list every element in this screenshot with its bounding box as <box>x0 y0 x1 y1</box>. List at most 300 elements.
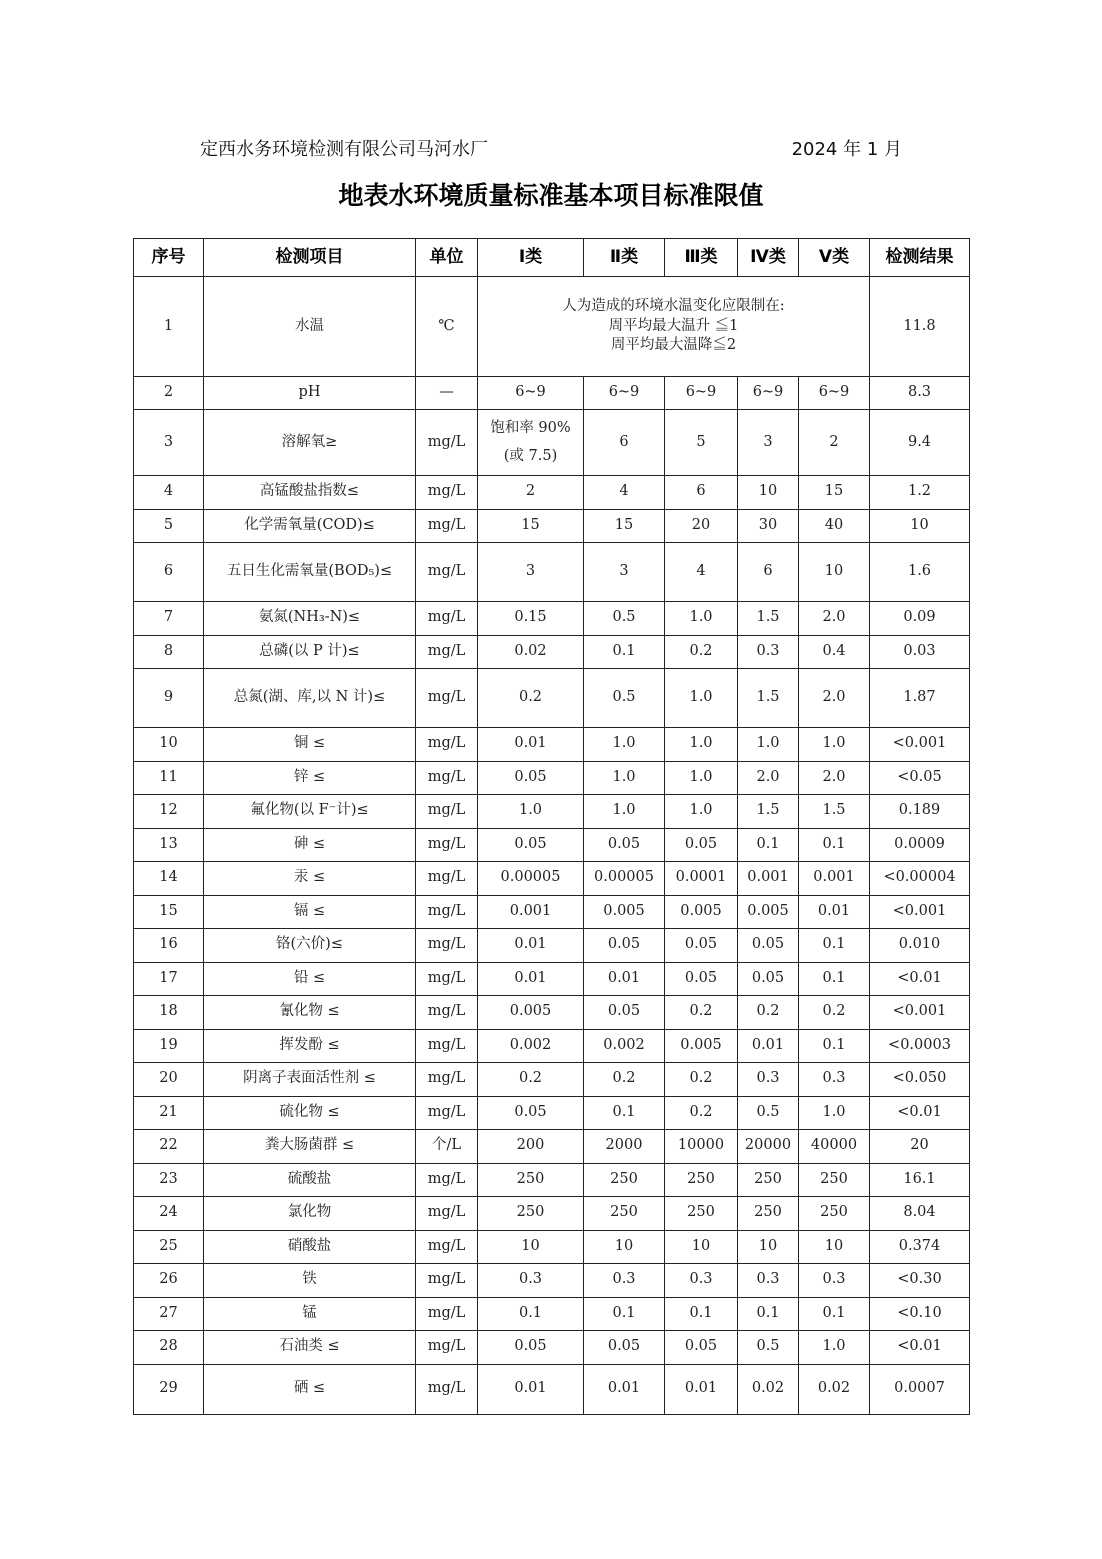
cell-class-2: 0.1 <box>584 1096 665 1130</box>
cell-unit: mg/L <box>416 1230 478 1264</box>
cell-class-4: 0.05 <box>738 929 799 963</box>
cell-class-4: 1.0 <box>738 728 799 762</box>
table-row <box>134 277 970 377</box>
cell-class-4: 0.01 <box>738 1029 799 1063</box>
cell-class-1: 0.02 <box>478 635 584 669</box>
table-row <box>134 761 970 795</box>
cell-class-4: 0.005 <box>738 895 799 929</box>
cell-unit: mg/L <box>416 895 478 929</box>
cell-class-3: 6~9 <box>665 377 738 410</box>
cell-item: 化学需氧量(COD)≤ <box>204 509 416 543</box>
cell-no: 15 <box>134 895 204 929</box>
cell-unit: — <box>416 377 478 410</box>
table-row <box>134 509 970 543</box>
cell-class-4: 250 <box>738 1163 799 1197</box>
cell-class-5: 0.3 <box>799 1063 870 1097</box>
cell-no: 25 <box>134 1230 204 1264</box>
table-row <box>134 962 970 996</box>
cell-class-5: 0.001 <box>799 862 870 896</box>
cell-class-1: 6~9 <box>478 377 584 410</box>
table-row <box>134 476 970 510</box>
cell-class-3: 0.2 <box>665 996 738 1030</box>
cell-unit: mg/L <box>416 476 478 510</box>
cell-unit: mg/L <box>416 1331 478 1365</box>
table-row <box>134 635 970 669</box>
table-row <box>134 410 970 476</box>
cell-no: 20 <box>134 1063 204 1097</box>
cell-item: 总氮(湖、库,以 N 计)≤ <box>204 669 416 728</box>
cell-result: 0.0007 <box>870 1364 970 1414</box>
cell-item: 硫化物 ≤ <box>204 1096 416 1130</box>
cell-result: 0.09 <box>870 602 970 636</box>
cell-class-4: 6~9 <box>738 377 799 410</box>
cell-unit: mg/L <box>416 602 478 636</box>
cell-item: 粪大肠菌群 ≤ <box>204 1130 416 1164</box>
cell-unit: mg/L <box>416 795 478 829</box>
cell-class-3: 0.2 <box>665 1063 738 1097</box>
cell-item: 氯化物 <box>204 1197 416 1231</box>
cell-class-5: 0.1 <box>799 1029 870 1063</box>
cell-item: 铜 ≤ <box>204 728 416 762</box>
cell-no: 16 <box>134 929 204 963</box>
cell-class-3: 0.05 <box>665 962 738 996</box>
cell-no: 7 <box>134 602 204 636</box>
cell-no: 21 <box>134 1096 204 1130</box>
cell-class-3: 1.0 <box>665 795 738 829</box>
header-item: 检测项目 <box>204 239 416 277</box>
cell-no: 24 <box>134 1197 204 1231</box>
cell-class-3: 250 <box>665 1197 738 1231</box>
header-class-3: Ⅲ类 <box>665 239 738 277</box>
cell-result: 1.6 <box>870 543 970 602</box>
cell-class-5: 0.02 <box>799 1364 870 1414</box>
cell-class-4: 30 <box>738 509 799 543</box>
cell-class-2: 0.002 <box>584 1029 665 1063</box>
cell-class-3: 0.2 <box>665 1096 738 1130</box>
cell-unit: mg/L <box>416 962 478 996</box>
cell-temperature-standard <box>478 277 870 377</box>
cell-class-2: 0.2 <box>584 1063 665 1097</box>
cell-item: 铁 <box>204 1264 416 1298</box>
cell-result: <0.30 <box>870 1264 970 1298</box>
table-row <box>134 1264 970 1298</box>
cell-class-5: 6~9 <box>799 377 870 410</box>
cell-result: 20 <box>870 1130 970 1164</box>
cell-class-4: 10 <box>738 1230 799 1264</box>
cell-class-4: 0.001 <box>738 862 799 896</box>
cell-result: <0.01 <box>870 1331 970 1365</box>
cell-unit: mg/L <box>416 1264 478 1298</box>
cell-class-4: 1.5 <box>738 795 799 829</box>
cell-class-2: 0.5 <box>584 669 665 728</box>
cell-class-4: 3 <box>738 410 799 476</box>
cell-item: 铅 ≤ <box>204 962 416 996</box>
header-result: 检测结果 <box>870 239 970 277</box>
organization-name: 定西水务环境检测有限公司马河水厂 <box>200 139 488 160</box>
cell-no: 28 <box>134 1331 204 1365</box>
cell-class-5: 0.1 <box>799 1297 870 1331</box>
cell-result: <0.05 <box>870 761 970 795</box>
cell-class-1: 0.001 <box>478 895 584 929</box>
header-unit: 单位 <box>416 239 478 277</box>
cell-no: 1 <box>134 277 204 377</box>
cell-class-2: 0.005 <box>584 895 665 929</box>
cell-class-4: 20000 <box>738 1130 799 1164</box>
report-date: 2024 年 1 月 <box>791 139 902 160</box>
cell-class-5: 2.0 <box>799 669 870 728</box>
cell-result: 9.4 <box>870 410 970 476</box>
cell-item: 砷 ≤ <box>204 828 416 862</box>
cell-unit: mg/L <box>416 728 478 762</box>
cell-class-1: 0.005 <box>478 996 584 1030</box>
cell-no: 19 <box>134 1029 204 1063</box>
cell-class-5: 250 <box>799 1197 870 1231</box>
cell-unit: mg/L <box>416 635 478 669</box>
saturation-value: 饱和率 90% <box>490 419 571 436</box>
cell-class-2: 0.3 <box>584 1264 665 1298</box>
cell-class-2: 250 <box>584 1197 665 1231</box>
cell-item: 硫酸盐 <box>204 1163 416 1197</box>
cell-item: pH <box>204 377 416 410</box>
cell-no: 22 <box>134 1130 204 1164</box>
cell-item: 镉 ≤ <box>204 895 416 929</box>
table-row <box>134 1230 970 1264</box>
cell-no: 8 <box>134 635 204 669</box>
cell-unit: mg/L <box>416 1163 478 1197</box>
table-row <box>134 1364 970 1414</box>
cell-item: 氟化物(以 F⁻计)≤ <box>204 795 416 829</box>
cell-class-1: 0.01 <box>478 929 584 963</box>
cell-class-1: 0.01 <box>478 728 584 762</box>
cell-result: <0.10 <box>870 1297 970 1331</box>
cell-class-2: 0.05 <box>584 1331 665 1365</box>
cell-class-2: 250 <box>584 1163 665 1197</box>
cell-class-2: 1.0 <box>584 728 665 762</box>
cell-class-4: 1.5 <box>738 669 799 728</box>
cell-class-1: 0.00005 <box>478 862 584 896</box>
cell-no: 23 <box>134 1163 204 1197</box>
cell-class-2: 0.05 <box>584 929 665 963</box>
cell-result: <0.001 <box>870 728 970 762</box>
cell-class-4: 0.02 <box>738 1364 799 1414</box>
header-class-1: Ⅰ类 <box>478 239 584 277</box>
cell-class-3: 0.0001 <box>665 862 738 896</box>
cell-unit: mg/L <box>416 1197 478 1231</box>
cell-no: 13 <box>134 828 204 862</box>
cell-class-5: 10 <box>799 1230 870 1264</box>
cell-result: <0.001 <box>870 895 970 929</box>
cell-result: 8.04 <box>870 1197 970 1231</box>
cell-unit: mg/L <box>416 929 478 963</box>
cell-class-5: 10 <box>799 543 870 602</box>
cell-class-1: 0.01 <box>478 1364 584 1414</box>
cell-class-2: 0.00005 <box>584 862 665 896</box>
cell-class-5: 0.1 <box>799 962 870 996</box>
cell-class-3: 0.1 <box>665 1297 738 1331</box>
cell-class-3: 10000 <box>665 1130 738 1164</box>
cell-item: 石油类 ≤ <box>204 1331 416 1365</box>
table-row <box>134 669 970 728</box>
cell-class-2: 1.0 <box>584 795 665 829</box>
standards-table <box>133 238 970 1415</box>
cell-class-3: 0.05 <box>665 828 738 862</box>
cell-class-5: 0.1 <box>799 929 870 963</box>
cell-class-4: 1.5 <box>738 602 799 636</box>
cell-class-3: 1.0 <box>665 728 738 762</box>
cell-item: 汞 ≤ <box>204 862 416 896</box>
table-row <box>134 1331 970 1365</box>
cell-class-3: 1.0 <box>665 761 738 795</box>
cell-class-5: 1.0 <box>799 728 870 762</box>
cell-class-1: 0.05 <box>478 1096 584 1130</box>
cell-class-4: 6 <box>738 543 799 602</box>
cell-item: 水温 <box>204 277 416 377</box>
cell-class-3: 10 <box>665 1230 738 1264</box>
cell-item: 锌 ≤ <box>204 761 416 795</box>
table-row <box>134 929 970 963</box>
cell-class-2: 0.05 <box>584 828 665 862</box>
cell-class-1: 10 <box>478 1230 584 1264</box>
cell-class-4: 0.3 <box>738 635 799 669</box>
table-row <box>134 1063 970 1097</box>
cell-no: 2 <box>134 377 204 410</box>
cell-result: 0.0009 <box>870 828 970 862</box>
cell-class-1: 1.0 <box>478 795 584 829</box>
cell-result: 8.3 <box>870 377 970 410</box>
cell-no: 18 <box>134 996 204 1030</box>
cell-class-1: 0.002 <box>478 1029 584 1063</box>
cell-item: 总磷(以 P 计)≤ <box>204 635 416 669</box>
cell-class-2: 6~9 <box>584 377 665 410</box>
table-header-row <box>134 239 970 277</box>
cell-class-5: 2.0 <box>799 761 870 795</box>
table-row <box>134 1297 970 1331</box>
cell-class-2: 3 <box>584 543 665 602</box>
cell-class-3: 0.2 <box>665 635 738 669</box>
cell-no: 5 <box>134 509 204 543</box>
cell-item: 氰化物 ≤ <box>204 996 416 1030</box>
cell-class-1: 250 <box>478 1163 584 1197</box>
table-row <box>134 828 970 862</box>
cell-no: 6 <box>134 543 204 602</box>
cell-class-1: 0.05 <box>478 1331 584 1365</box>
cell-result: <0.00004 <box>870 862 970 896</box>
cell-result: 1.2 <box>870 476 970 510</box>
cell-result: 0.374 <box>870 1230 970 1264</box>
cell-class-3: 4 <box>665 543 738 602</box>
cell-class-3: 0.05 <box>665 1331 738 1365</box>
cell-class-1: 200 <box>478 1130 584 1164</box>
cell-unit: mg/L <box>416 1364 478 1414</box>
cell-class-1: 250 <box>478 1197 584 1231</box>
cell-class-3: 1.0 <box>665 602 738 636</box>
cell-class-3: 20 <box>665 509 738 543</box>
cell-result: 10 <box>870 509 970 543</box>
cell-item: 硝酸盐 <box>204 1230 416 1264</box>
cell-unit: mg/L <box>416 996 478 1030</box>
cell-result: <0.01 <box>870 962 970 996</box>
cell-no: 27 <box>134 1297 204 1331</box>
header-class-5: Ⅴ类 <box>799 239 870 277</box>
document-title: 地表水环境质量标准基本项目标准限值 <box>338 181 764 210</box>
cell-unit: mg/L <box>416 1297 478 1331</box>
cell-class-2: 0.1 <box>584 635 665 669</box>
cell-result: 11.8 <box>870 277 970 377</box>
cell-result: 0.03 <box>870 635 970 669</box>
cell-class-5: 1.0 <box>799 1096 870 1130</box>
temperature-standard-line: 周平均最大温降≦2 <box>610 337 737 354</box>
cell-no: 14 <box>134 862 204 896</box>
cell-no: 12 <box>134 795 204 829</box>
header-no: 序号 <box>134 239 204 277</box>
cell-class-2: 0.01 <box>584 962 665 996</box>
cell-class-3: 0.005 <box>665 1029 738 1063</box>
cell-result: 1.87 <box>870 669 970 728</box>
cell-result: <0.0003 <box>870 1029 970 1063</box>
cell-class-1: 0.05 <box>478 828 584 862</box>
cell-class-5: 2.0 <box>799 602 870 636</box>
temperature-standard-line: 周平均最大温升 ≦1 <box>608 317 739 334</box>
cell-unit: mg/L <box>416 828 478 862</box>
cell-class-4: 0.5 <box>738 1096 799 1130</box>
cell-unit: mg/L <box>416 410 478 476</box>
cell-class-5: 0.01 <box>799 895 870 929</box>
cell-result: 0.010 <box>870 929 970 963</box>
cell-class-2: 0.01 <box>584 1364 665 1414</box>
cell-class-3: 1.0 <box>665 669 738 728</box>
cell-item: 高锰酸盐指数≤ <box>204 476 416 510</box>
cell-no: 4 <box>134 476 204 510</box>
cell-result: <0.050 <box>870 1063 970 1097</box>
cell-class-1: 0.15 <box>478 602 584 636</box>
cell-class-4: 0.5 <box>738 1331 799 1365</box>
cell-class-2: 2000 <box>584 1130 665 1164</box>
cell-class-2: 0.5 <box>584 602 665 636</box>
cell-no: 10 <box>134 728 204 762</box>
table-row <box>134 1096 970 1130</box>
cell-class-4: 0.3 <box>738 1264 799 1298</box>
cell-class-1 <box>478 410 584 476</box>
cell-class-5: 0.2 <box>799 996 870 1030</box>
cell-class-1: 2 <box>478 476 584 510</box>
cell-result: <0.01 <box>870 1096 970 1130</box>
cell-class-1: 3 <box>478 543 584 602</box>
cell-class-1: 15 <box>478 509 584 543</box>
cell-class-3: 0.3 <box>665 1264 738 1298</box>
saturation-alt-value: (或 7.5) <box>503 447 558 464</box>
cell-unit: mg/L <box>416 1063 478 1097</box>
cell-class-2: 15 <box>584 509 665 543</box>
cell-class-1: 0.1 <box>478 1297 584 1331</box>
cell-class-2: 0.05 <box>584 996 665 1030</box>
table-row <box>134 996 970 1030</box>
cell-class-2: 1.0 <box>584 761 665 795</box>
cell-no: 9 <box>134 669 204 728</box>
cell-result: 16.1 <box>870 1163 970 1197</box>
table-row <box>134 1163 970 1197</box>
cell-class-2: 0.1 <box>584 1297 665 1331</box>
cell-item: 硒 ≤ <box>204 1364 416 1414</box>
header-class-2: Ⅱ类 <box>584 239 665 277</box>
table-row <box>134 1029 970 1063</box>
cell-class-5: 40 <box>799 509 870 543</box>
table-row <box>134 862 970 896</box>
cell-unit: mg/L <box>416 1096 478 1130</box>
cell-class-3: 0.005 <box>665 895 738 929</box>
cell-class-5: 1.0 <box>799 1331 870 1365</box>
table-row <box>134 728 970 762</box>
cell-class-2: 4 <box>584 476 665 510</box>
cell-item: 铬(六价)≤ <box>204 929 416 963</box>
table-row <box>134 895 970 929</box>
cell-class-4: 0.1 <box>738 1297 799 1331</box>
cell-unit: mg/L <box>416 862 478 896</box>
cell-class-5: 0.3 <box>799 1264 870 1298</box>
cell-unit: mg/L <box>416 669 478 728</box>
cell-class-4: 2.0 <box>738 761 799 795</box>
cell-unit: mg/L <box>416 761 478 795</box>
cell-unit: mg/L <box>416 543 478 602</box>
cell-item: 挥发酚 ≤ <box>204 1029 416 1063</box>
cell-class-3: 0.05 <box>665 929 738 963</box>
header-class-4: Ⅳ类 <box>738 239 799 277</box>
cell-result: <0.001 <box>870 996 970 1030</box>
cell-class-3: 6 <box>665 476 738 510</box>
cell-class-3: 250 <box>665 1163 738 1197</box>
cell-class-1: 0.3 <box>478 1264 584 1298</box>
cell-unit: 个/L <box>416 1130 478 1164</box>
cell-result: 0.189 <box>870 795 970 829</box>
cell-class-4: 0.05 <box>738 962 799 996</box>
cell-item: 五日生化需氧量(BOD₅)≤ <box>204 543 416 602</box>
cell-class-5: 250 <box>799 1163 870 1197</box>
cell-no: 11 <box>134 761 204 795</box>
cell-no: 29 <box>134 1364 204 1414</box>
cell-no: 26 <box>134 1264 204 1298</box>
cell-class-4: 0.3 <box>738 1063 799 1097</box>
cell-unit: mg/L <box>416 1029 478 1063</box>
table-row <box>134 543 970 602</box>
cell-unit: mg/L <box>416 509 478 543</box>
cell-class-2: 10 <box>584 1230 665 1264</box>
cell-class-2: 6 <box>584 410 665 476</box>
cell-class-4: 10 <box>738 476 799 510</box>
temperature-standard-line: 人为造成的环境水温变化应限制在: <box>562 298 785 315</box>
cell-class-1: 0.01 <box>478 962 584 996</box>
cell-item: 氨氮(NH₃-N)≤ <box>204 602 416 636</box>
cell-class-5: 0.4 <box>799 635 870 669</box>
table-row <box>134 795 970 829</box>
cell-unit: ℃ <box>416 277 478 377</box>
cell-item: 阴离子表面活性剂 ≤ <box>204 1063 416 1097</box>
cell-no: 3 <box>134 410 204 476</box>
cell-class-1: 0.05 <box>478 761 584 795</box>
cell-class-1: 0.2 <box>478 669 584 728</box>
cell-no: 17 <box>134 962 204 996</box>
table-row <box>134 1197 970 1231</box>
cell-class-5: 0.1 <box>799 828 870 862</box>
table-row <box>134 377 970 410</box>
cell-class-3: 5 <box>665 410 738 476</box>
cell-class-3: 0.01 <box>665 1364 738 1414</box>
cell-class-5: 1.5 <box>799 795 870 829</box>
cell-class-1: 0.2 <box>478 1063 584 1097</box>
cell-class-5: 15 <box>799 476 870 510</box>
table-row <box>134 602 970 636</box>
cell-class-4: 0.2 <box>738 996 799 1030</box>
cell-class-4: 250 <box>738 1197 799 1231</box>
cell-item: 锰 <box>204 1297 416 1331</box>
